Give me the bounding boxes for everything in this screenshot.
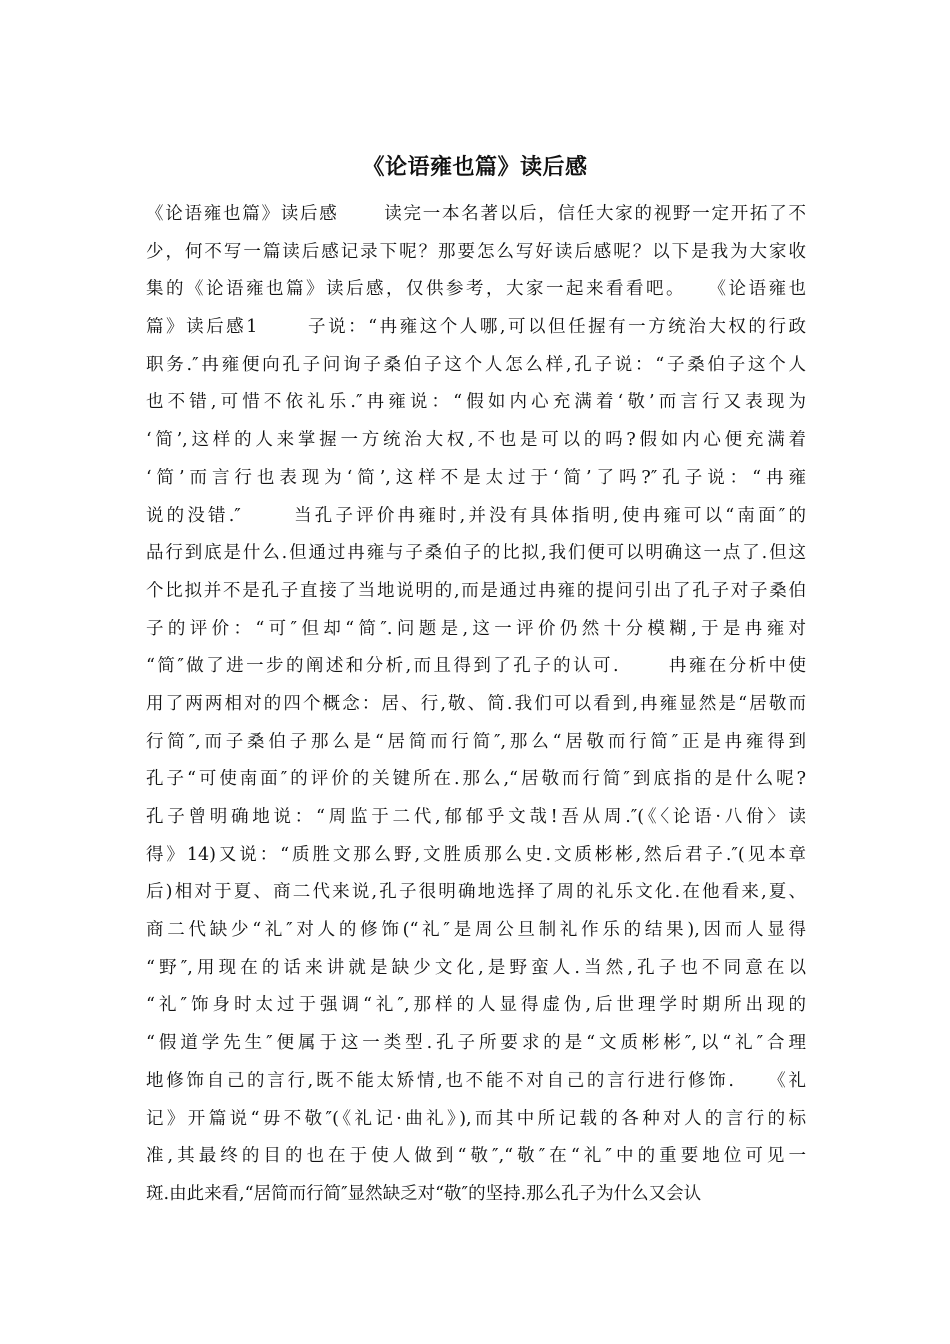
document-body xyxy=(146,196,806,1214)
text-line: 职务.″冉雍便向孔子问询子桑伯子这个人怎么样,孔子说：“子桑伯子这个人 xyxy=(146,354,806,375)
text-line: 行简″,而子桑伯子那么是“居简而行简″,那么“居敬而行简″正是冉雍得到 xyxy=(146,731,806,752)
text-line: 集的《论语雍也篇》读后感，仅供参考，大家一起来看看吧。 《论语雍也 xyxy=(146,279,806,300)
text-line: 说的没错.″ 当孔子评价冉雍时,并没有具体指明,使冉雍可以“南面″的 xyxy=(146,505,806,526)
text-line: ‘简’而言行也表现为‘简’,这样不是太过于‘简’了吗?″孔子说：“冉雍 xyxy=(146,467,806,488)
text-line: 孔子“可使南面″的评价的关键所在.那么,“居敬而行简″到底指的是什么呢? xyxy=(146,769,806,790)
text-line: “简″做了进一步的阐述和分析,而且得到了孔子的认可. 冉雍在分析中使 xyxy=(146,656,806,677)
text-line: 少，何不写一篇读后感记录下呢？那要怎么写好读后感呢？以下是我为大家收 xyxy=(146,241,806,262)
text-line: ‘简’,这样的人来掌握一方统治大权,不也是可以的吗?假如内心便充满着 xyxy=(146,430,806,451)
text-line: 也不错,可惜不依礼乐.″冉雍说：“假如内心充满着‘敬’而言行又表现为 xyxy=(146,392,806,413)
text-line: 得》14)又说：“质胜文那么野,文胜质那么史.文质彬彬,然后君子.″(见本章 xyxy=(146,844,806,865)
text-line: “礼″饰身时太过于强调“礼″,那样的人显得虚伪,后世理学时期所出现的 xyxy=(146,995,806,1016)
text-line: 品行到底是什么.但通过冉雍与子桑伯子的比拟,我们便可以明确这一点了.但这 xyxy=(146,543,806,564)
text-line: “假道学先生″便属于这一类型.孔子所要求的是“文质彬彬″,以“礼″合理 xyxy=(146,1033,806,1054)
text-line: 子的评价：“可″但却“简″.问题是,这一评价仍然十分模糊,于是冉雍对 xyxy=(146,618,806,639)
text-line: 准,其最终的目的也在于使人做到“敬″,“敬″在“礼″中的重要地位可见一 xyxy=(146,1146,806,1167)
text-line: 斑.由此来看,“居简而行简″显然缺乏对“敬″的坚持.那么孔子为什么又会认 xyxy=(146,1183,702,1204)
text-line: 篇》读后感1 子说：“冉雍这个人哪,可以但任握有一方统治大权的行政 xyxy=(146,317,806,338)
text-line: 记》开篇说“毋不敬″(《礼记·曲礼》),而其中所记载的各种对人的言行的标 xyxy=(146,1108,806,1129)
document-title: 《论语雍也篇》读后感 xyxy=(362,154,588,180)
text-line: 孔子曾明确地说：“周监于二代,郁郁乎文哉!吾从周.″(《〈论语·八佾〉读 xyxy=(146,807,806,827)
text-line: 地修饰自己的言行,既不能太矫情,也不能不对自己的言行进行修饰. 《礼 xyxy=(146,1070,806,1091)
text-line: 后)相对于夏、商二代来说,孔子很明确地选择了周的礼乐文化.在他看来,夏、 xyxy=(146,882,806,903)
text-line: 用了两两相对的四个概念：居、行,敬、简.我们可以看到,冉雍显然是“居敬而 xyxy=(146,693,806,714)
text-line: 个比拟并不是孔子直接了当地说明的,而是通过冉雍的提问引出了孔子对子桑伯 xyxy=(146,580,806,601)
text-line: 商二代缺少“礼″对人的修饰(“礼″是周公旦制礼作乐的结果),因而人显得 xyxy=(146,920,806,941)
text-line: “野″,用现在的话来讲就是缺少文化,是野蛮人.当然,孔子也不同意在以 xyxy=(146,957,806,978)
text-line: 《论语雍也篇》读后感 读完一本名著以后，信任大家的视野一定开拓了不 xyxy=(146,204,806,224)
